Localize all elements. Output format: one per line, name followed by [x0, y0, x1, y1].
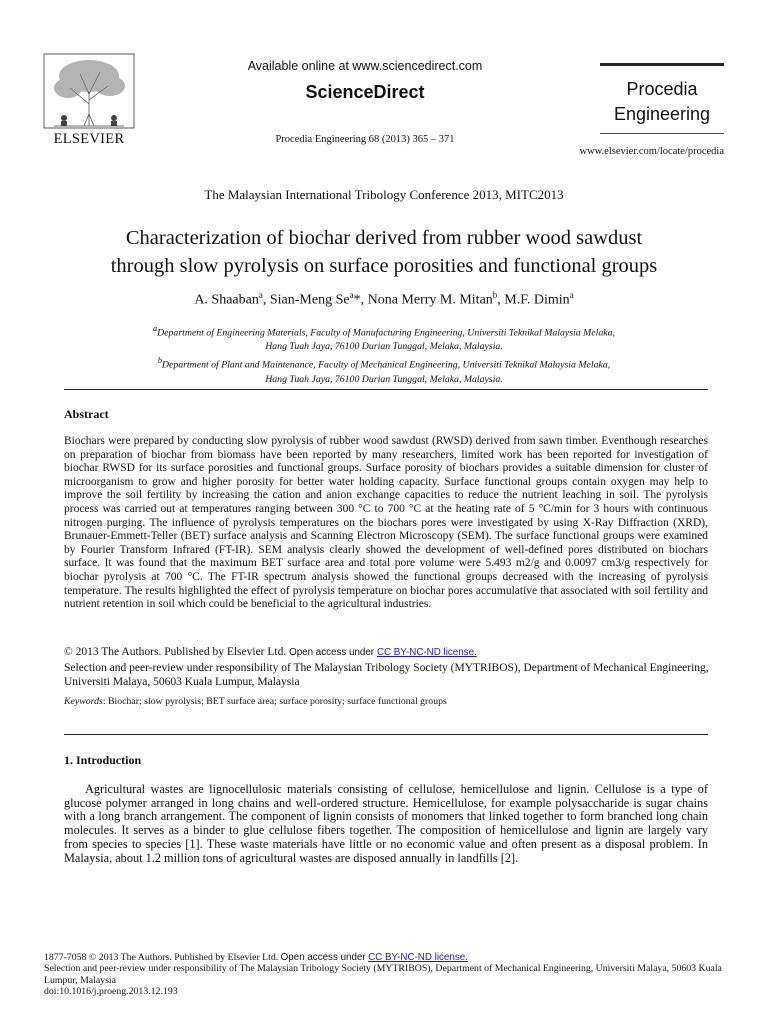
journal-title-bottom-rule: [600, 133, 724, 134]
author-name: M.F. Dimin: [504, 292, 570, 308]
author-affiliation-mark: b: [492, 290, 498, 300]
affiliation-a-line-2: Hang Tuah Jaya, 76100 Durian Tunggal, Melaka, Malaysia.: [265, 341, 503, 353]
author-name: Nona Merry M. Mitan: [367, 292, 493, 308]
divider: [64, 389, 708, 390]
footer-doi[interactable]: doi:10.1016/j.proeng.2013.12.193: [44, 986, 178, 998]
journal-title-top-rule: [600, 63, 724, 66]
sciencedirect-logo-text: ScienceDirect: [305, 82, 425, 102]
footer-issn-line: 1877-7058 © 2013 The Authors. Published by Elsevier Ltd. Open access under CC BY-NC-ND license.: [44, 952, 468, 963]
author-affiliation-mark: a: [349, 290, 354, 300]
keywords-label: Keywords: [64, 696, 103, 707]
author-separator: ,: [497, 292, 505, 308]
affiliation-b-line-2: Hang Tuah Jaya, 76100 Durian Tunggal, Melaka, Malaysia.: [265, 373, 503, 385]
copyright-line: © 2013 The Authors. Published by Elsevier Ltd. Open access under CC BY-NC-ND license.: [64, 646, 477, 658]
paper-title-line-2: through slow pyrolysis on surface porosities and functional groups: [110, 255, 658, 277]
license-link[interactable]: CC BY-NC-ND license.: [376, 647, 477, 658]
copyright-block: [64, 645, 724, 690]
footer-peer-review: Selection and peer-review under responsibility of The Malaysian Tribology Society (MYTRIBOS), Department of Mechanical Engineering, Universiti Malaya, 50603 Kuala Lumpur, Malaysia: [44, 963, 722, 986]
section-heading-introduction: 1. Introduction: [64, 753, 142, 767]
paper-title-line-1: Characterization of biochar derived from rubber wood sawdust: [125, 227, 643, 249]
journal-title: Procedia Engineering: [613, 79, 711, 124]
author-separator: ,: [262, 292, 270, 308]
page-footer: [44, 952, 734, 998]
author-list: [40, 290, 728, 309]
paper-title: [40, 224, 728, 280]
author-affiliation-mark: a: [569, 290, 574, 300]
author-name: A. Shaaban: [194, 292, 259, 308]
abstract-text: Biochars were prepared by conducting slow pyrolysis of rubber wood sawdust (RWSD) derived from sawn timber. Eventhough researches on preparation of biochar from biomass have been reported by many researchers, limited work has been reported for investigation of biochar RWSD for its surface porosities and functional groups. Surface porosity of biochars provides a suitable dimension for cluster of microorganism to grow and higher porosity for better water holding capacity. Surface functional groups contain oxygen may help to improve the soil fertility by increasing the cation and anion exchange capacities to reduce the nutrient leaching in soil. The pyrolysis process was carried out at temperatures ranging between 300 °C to 700 °C at the heating rate of 5 °C/min for 3 hours with continuous nitrogen purging. The influence of pyrolysis temperatures on the biochars pores were investigated by using X-Ray Diffraction (XRD), Brunauer-Emmett-Teller (BET) surface analysis and Scanning Electron Microscopy (SEM). The surface functional groups were examined by Fourier Transform Infrared (FT-IR). SEM analysis clearly showed the development of well-defined pores distributed on biochars surface. It was found that the maximum BET surface area and total pore volume were 5.493 m2/g and 0.0097 cm3/g respectively for biochar pyrolysis at 700 °C. The FT-IR spectrum analysis showed the functional groups decreased with the increasing of pyrolysis temperature. The results highlighted the effect of pyrolysis temperature on biochar pores accumulative that associated with soil fertility and nutrient retention in soil which could be beneficial to the agricultural industries.: [64, 435, 708, 611]
author-name: Sian-Meng Se: [269, 292, 350, 308]
affiliation-b-line-1: $^b$Department of Plant and Maintenance, Faculty of Mechanical Engineering, Universiti Teknikal Malaysia Melaka,: [157, 356, 611, 371]
conference-name: The Malaysian International Tribology Conference 2013, MITC2013: [204, 187, 564, 202]
affiliations: [60, 322, 708, 387]
introduction-paragraph: Agricultural wastes are lignocellulosic materials consisting of cellulose, hemicellulose and lignin. Cellulose is a type of glucose polymer arranged in long chains and well-ordered structure. Hemicellulose, for example polysaccharide is sugar chains with a long branch arrangement. The component of lignin consists of monomers that linked together to form branched long chain molecules. It serves as a binder to glue cellulose fibers together. The composition of hemicellulose and lignin are largely vary from species to species [1]. These waste materials have little or no economic value and often present as a disposal problem. In Malaysia, about 1.2 million tons of agricultural wastes are disposed annually in landfills [2].: [64, 782, 708, 865]
affiliation-a-line-1: $^a$Department of Engineering Materials, Faculty of Manufacturing Engineering, Universiti Teknikal Malaysia Melaka,: [153, 324, 615, 339]
open-access-note: Open access under: [289, 647, 375, 658]
keywords: [64, 696, 708, 707]
peer-review-statement: Selection and peer-review under responsibility of The Malaysian Tribology Society (MYTRIBOS), Department of Mechanical Engineering, Universiti Malaya, 50603 Kuala Lumpur, Malaysia: [64, 661, 709, 688]
journal-url[interactable]: www.elsevier.com/locate/procedia: [579, 146, 724, 157]
footer-open-access-note: Open access under: [280, 952, 366, 963]
keywords-list: : Biochar; slow pyrolysis; BET surface area; surface porosity; surface functional groups: [102, 696, 447, 707]
divider: [64, 734, 708, 735]
author-affiliation-mark: a: [258, 290, 263, 300]
available-online-text: Available online at www.sciencedirect.com: [247, 59, 483, 73]
journal-citation: Procedia Engineering 68 (2013) 365 – 371: [275, 134, 455, 145]
abstract-heading: Abstract: [64, 407, 109, 421]
footer-license-link[interactable]: CC BY-NC-ND license.: [368, 952, 468, 963]
publisher-name: ELSEVIER: [53, 131, 125, 147]
author-separator: *,: [353, 292, 368, 308]
